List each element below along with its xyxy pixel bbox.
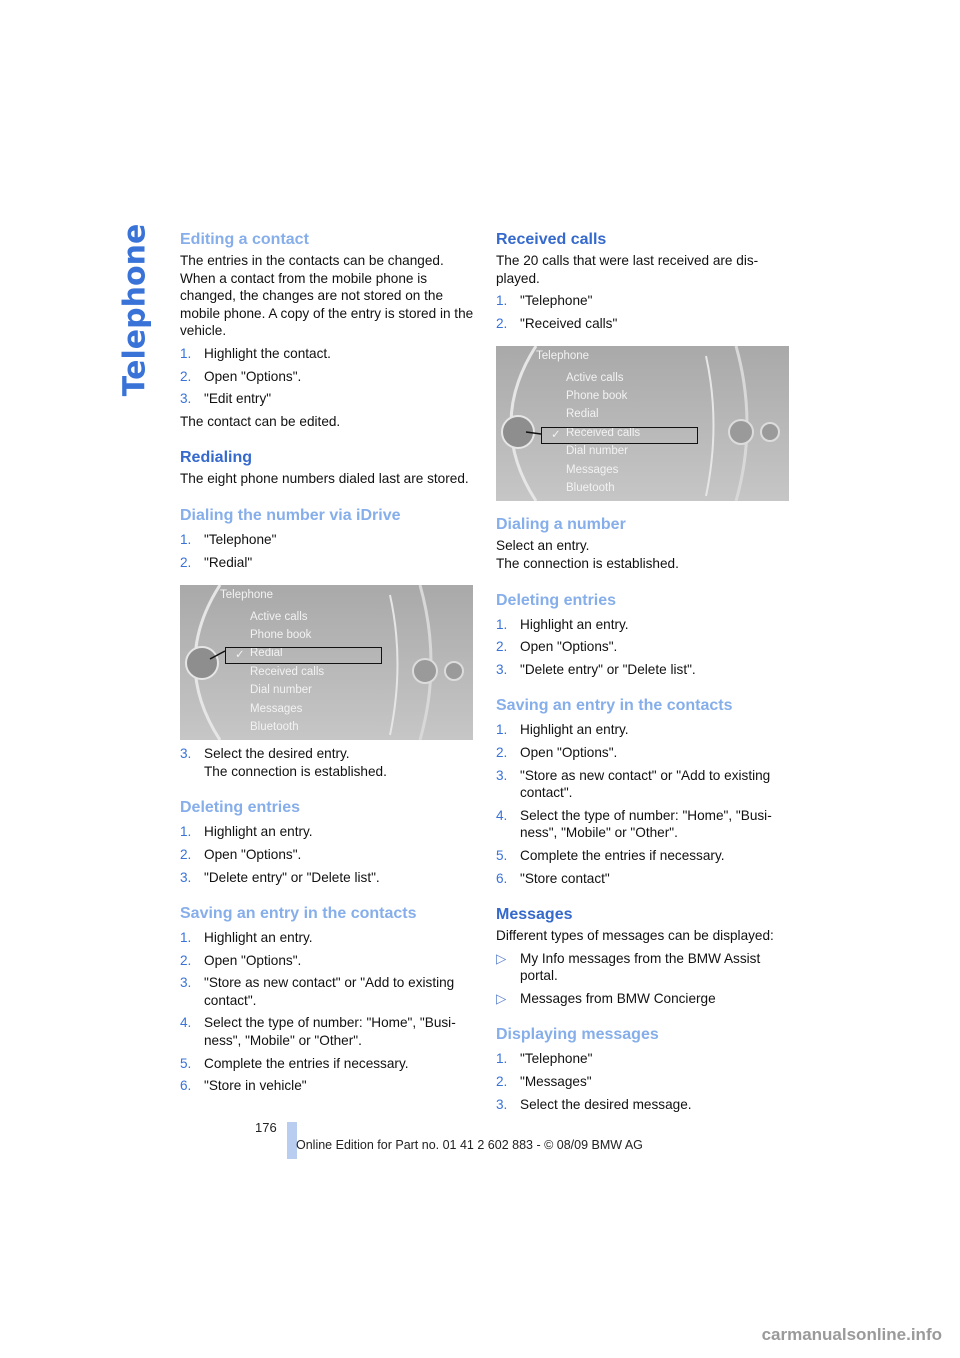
list-item: 1. Highlight the contact.: [180, 345, 331, 361]
editing-intro: The entries in the contacts can be changed. When a contact from the mobile phone is changed, the changes are not stored on the mobile phone. A copy of the entry is stored in the vehicle.: [180, 253, 474, 339]
list-item: 1. Highlight an entry.: [496, 722, 629, 738]
list-item: 3. Select the desired message.: [496, 1096, 692, 1112]
heading-saving-entry: Saving an entry in the contacts: [180, 905, 417, 923]
dialing-line2: The connection is established.: [496, 555, 679, 571]
heading-messages: Messages: [496, 906, 573, 924]
check-icon: ✓: [551, 429, 561, 442]
left-column: [180, 230, 475, 1095]
heading-redialing: Redialing: [180, 449, 253, 467]
heading-received-calls: Received calls: [496, 231, 607, 248]
screen-item: Active calls: [566, 372, 624, 385]
dialing-line1: Select an entry.: [496, 538, 590, 554]
list-item: 2. Open "Options".: [180, 952, 302, 968]
screen-title: Telephone: [536, 350, 590, 363]
heading-deleting-entries-right: Deleting entries: [496, 591, 617, 609]
edition-note: Online Edition for Part no. 01 41 2 602 883 - © 08/09 BMW AG: [296, 1138, 643, 1152]
screen-item: Active calls: [250, 611, 308, 624]
heading-dialing-idrive: Dialing the number via iDrive: [180, 506, 401, 524]
list-item: ▷ Messages from BMW Concierge: [496, 990, 716, 1006]
list-item: 1. "Telephone": [496, 1051, 593, 1067]
received-intro: The 20 calls that were last received are dis-played.: [496, 253, 759, 286]
highlight-box: [541, 427, 698, 444]
screen-title: Telephone: [220, 589, 274, 602]
heading-dialing-number: Dialing a number: [496, 516, 626, 534]
deleting-steps-right: [496, 616, 791, 679]
editing-steps: [180, 345, 475, 408]
list-item: 1. Highlight an entry.: [180, 930, 313, 946]
list-item: 1. "Telephone": [180, 531, 277, 547]
received-steps: [496, 292, 791, 332]
list-item: 1. "Telephone": [496, 293, 593, 309]
screen-item: Phone book: [250, 629, 312, 642]
screen-item: Messages: [566, 464, 619, 477]
watermark: carmanualsonline.info: [761, 1325, 942, 1344]
list-item: 4. Select the type of number: "Home", "Busi-ness", "Mobile" or "Other".: [180, 1015, 456, 1049]
list-item: 2. Open "Options".: [496, 744, 618, 760]
list-item: 3. "Delete entry" or "Delete list".: [180, 869, 380, 885]
dialing-step3: [180, 745, 475, 780]
check-icon: ✓: [235, 649, 245, 662]
list-item: 6. "Store in vehicle": [180, 1078, 307, 1094]
list-item: 2. Open "Options".: [180, 368, 302, 384]
list-item: ▷ My Info messages from the BMW Assist portal.: [496, 950, 761, 984]
idrive-screen-received-calls: [496, 346, 789, 501]
deleting-steps: [180, 823, 475, 886]
list-item: 2. Open "Options".: [180, 846, 302, 862]
saving-steps: [180, 929, 475, 1095]
list-item: 5. Complete the entries if necessary.: [180, 1055, 409, 1071]
screen-item: Phone book: [566, 390, 628, 403]
list-item: 3. "Store as new contact" or "Add to existing contact".: [496, 767, 771, 801]
list-item: 3. "Edit entry": [180, 391, 272, 407]
saving-steps-right: [496, 721, 791, 887]
section-title: Telephone: [117, 223, 153, 397]
list-item: 2. Open "Options".: [496, 639, 618, 655]
screen-item: Redial: [566, 408, 599, 421]
screen-item: Dial number: [566, 445, 628, 458]
screen-item-selected: Received calls: [566, 427, 641, 440]
right-column: [496, 230, 791, 1113]
screen-item: Bluetooth: [250, 721, 299, 734]
redialing-intro: The eight phone numbers dialed last are stored.: [180, 471, 469, 487]
list-item: 1. Highlight an entry.: [496, 616, 629, 632]
heading-editing-contact: Editing a contact: [180, 231, 309, 248]
list-item: 2. "Received calls": [496, 315, 618, 331]
list-item: 2. "Messages": [496, 1074, 592, 1090]
screen-item: Bluetooth: [566, 482, 615, 495]
messages-bullets: [496, 950, 791, 1008]
idrive-screen-redial: [180, 585, 473, 740]
dialing-steps: [180, 531, 475, 571]
list-item: 4. Select the type of number: "Home", "Busi-ness", "Mobile" or "Other".: [496, 807, 772, 841]
list-item: 3. "Store as new contact" or "Add to existing contact".: [180, 975, 455, 1008]
list-item: 3. "Delete entry" or "Delete list".: [496, 661, 696, 677]
list-item: 5. Complete the entries if necessary.: [496, 847, 725, 863]
page-number: 176: [255, 1120, 277, 1135]
screen-item: Dial number: [250, 684, 312, 697]
screen-item-selected: Redial: [250, 647, 283, 660]
screen-item: Messages: [250, 703, 303, 716]
highlight-box: [225, 647, 382, 664]
list-item: 3. Select the desired entry. The connection is established.: [180, 746, 387, 779]
heading-displaying-messages: Displaying messages: [496, 1026, 659, 1044]
heading-saving-entry-right: Saving an entry in the contacts: [496, 697, 733, 715]
list-item: 1. Highlight an entry.: [180, 824, 313, 840]
messages-intro: Different types of messages can be displayed:: [496, 928, 774, 944]
displaying-steps: [496, 1050, 791, 1113]
idrive-controller-graphic: [496, 346, 789, 501]
list-item: 6. "Store contact": [496, 870, 610, 886]
screen-item: Received calls: [250, 666, 325, 679]
list-item: 2. "Redial": [180, 554, 253, 570]
editing-outro: The contact can be edited.: [180, 413, 341, 429]
heading-deleting-entries: Deleting entries: [180, 799, 301, 817]
